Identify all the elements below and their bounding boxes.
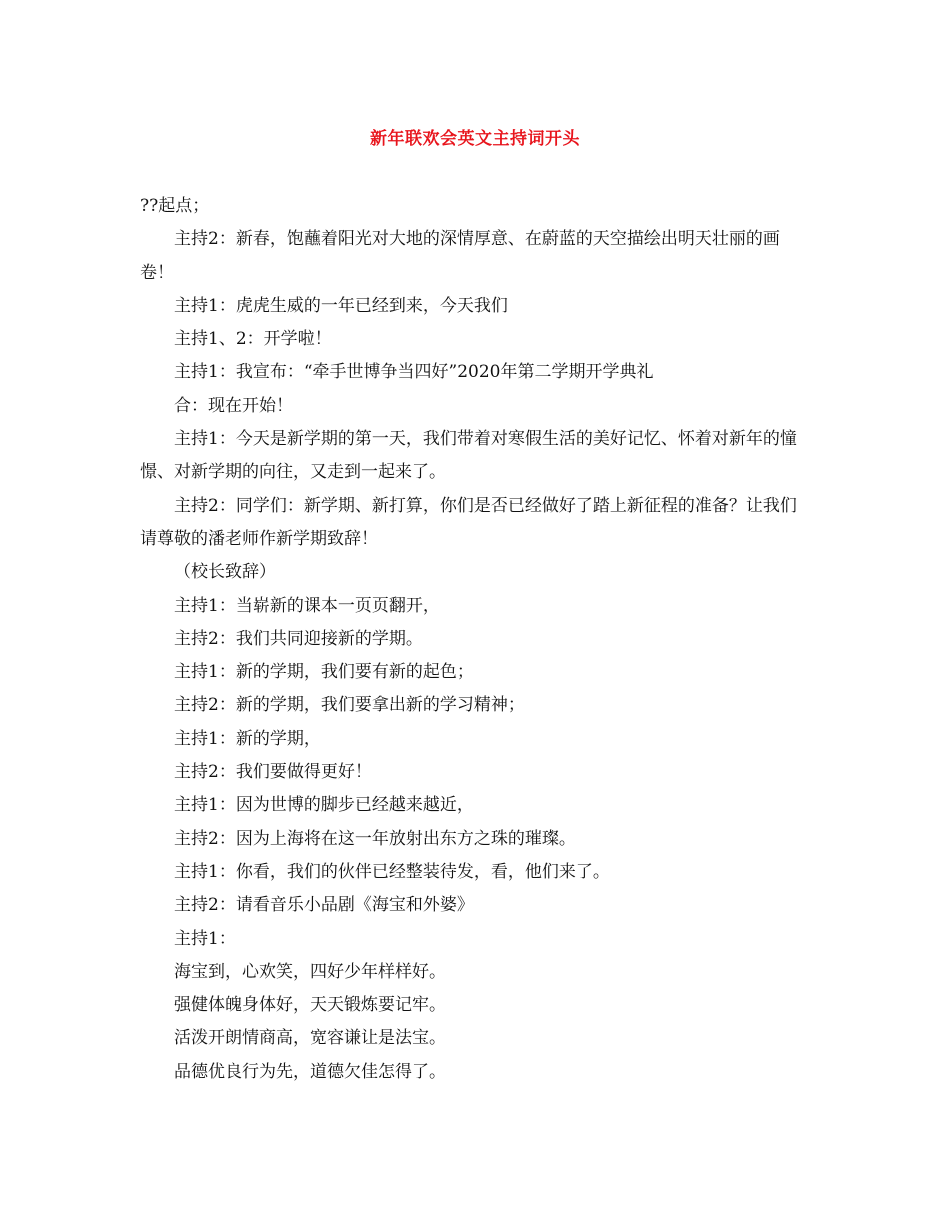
paragraph: 品德优良行为先，道德欠佳怎得了。 [174,1061,446,1082]
paragraph: 主持1：新的学期，我们要有新的起色； [174,662,474,683]
paragraph: 主持2：我们共同迎接新的学期。 [174,628,423,649]
paragraph: 主持2：同学们：新学期、新打算，你们是否已经做好了踏上新征程的准备？让我们请尊敬的潘老师作新学期致辞！ [140,495,797,549]
paragraph: ??起点； [140,196,210,216]
paragraph: 主持2：我们要做得更好！ [174,762,372,783]
paragraph: 强健体魄身体好，天天锻炼要记牢。 [174,995,446,1016]
paragraph: （校长致辞） [174,562,276,583]
paragraph: 主持1：你看，我们的伙伴已经整装待发，看，他们来了。 [174,861,610,882]
paragraph: 主持1：我宣布：“牵手世博争当四好”2020年第二学期开学典礼 [174,362,654,383]
paragraph: 主持1：当崭新的课本一页页翻开， [174,595,440,616]
paragraph: 活泼开朗情商高，宽容谦让是法宝。 [174,1028,446,1049]
paragraph: 合：现在开始！ [174,395,293,416]
document-title: 新年联欢会英文主持词开头 [370,129,580,149]
document-body [140,190,812,1089]
paragraph: 主持1：今天是新学期的第一天，我们带着对寒假生活的美好记忆、怀着对新年的憧憬、对新学期的向往，又走到一起来了。 [140,429,797,483]
paragraph: 主持2：因为上海将在这一年放射出东方之珠的璀璨。 [174,828,576,849]
paragraph: 主持1：虎虎生威的一年已经到来，今天我们 [174,295,508,316]
paragraph: 主持1： [174,928,236,949]
paragraph: 海宝到，心欢笑，四好少年样样好。 [174,961,446,982]
paragraph: 主持2：新的学期，我们要拿出新的学习精神； [174,695,525,716]
paragraph: 主持1：新的学期， [174,728,321,749]
paragraph: 主持1：因为世博的脚步已经越来越近， [174,795,474,816]
paragraph: 主持2：请看音乐小品剧《海宝和外婆》 [174,895,474,916]
paragraph: 主持1、2：开学啦！ [174,329,332,350]
paragraph: 主持2：新春，饱蘸着阳光对大地的深情厚意、在蔚蓝的天空描绘出明天壮丽的画卷！ [140,229,780,283]
